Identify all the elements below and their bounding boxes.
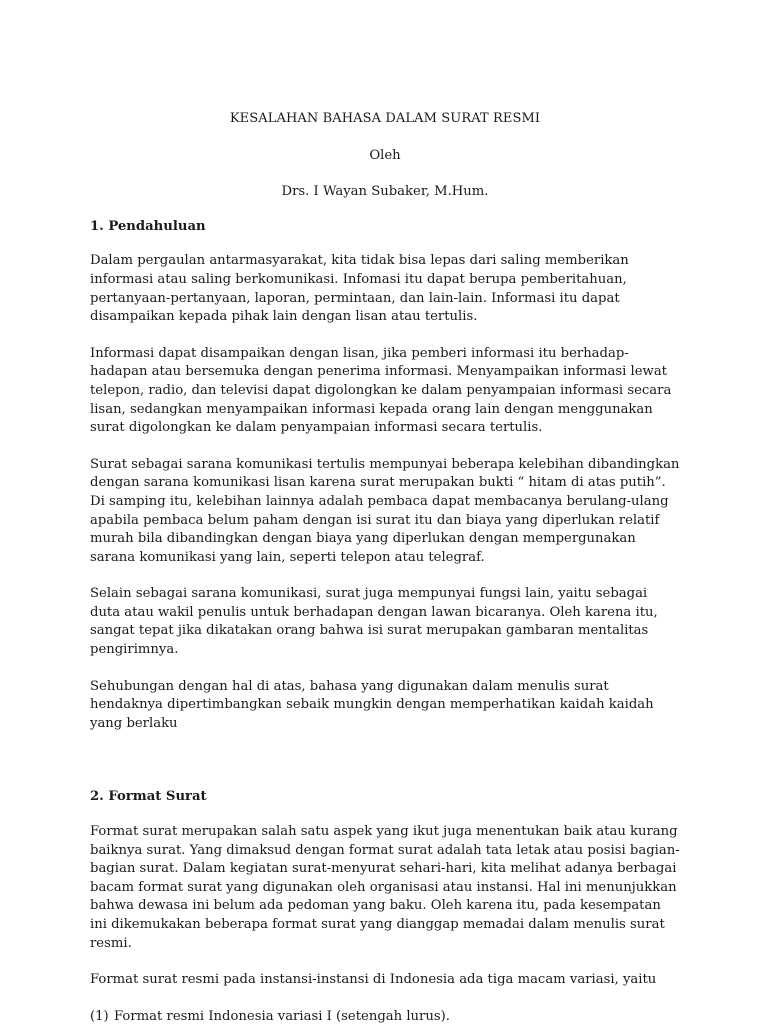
section-heading-pendahuluan: 1. Pendahuluan — [90, 218, 206, 234]
document-byline: Oleh — [369, 147, 401, 163]
list-item-number: (1) — [90, 1008, 109, 1024]
paragraph: Sehubungan dengan hal di atas, bahasa yang digunakan dalam menulis surat hendaknya dipertimbangkan sebaik mungkin dengan memperhatikan kaidah kaidah yang berlaku — [90, 678, 654, 731]
list-item — [90, 1008, 680, 1026]
paragraph: Selain sebagai sarana komunikasi, surat juga mempunyai fungsi lain, yaitu sebagai duta atau wakil penulis untuk berhadapan dengan lawan bicaranya. Oleh karena itu, sangat tepat jika dikatakan orang bahwa isi surat merupakan gambaran mentalitas pengirimnya. — [90, 586, 658, 658]
list-item-text: Format resmi Indonesia variasi I (setengah lurus). — [114, 1008, 450, 1024]
paragraph: Format surat merupakan salah satu aspek yang ikut juga menentukan baik atau kurang baiknya surat. Yang dimaksud dengan format surat adalah tata letak atau posisi bagian-bagian surat. Dalam kegiatan surat-menyurat sehari-hari, kita melihat adanya berbagai bacam format surat yang digunakan oleh organisasi atau instansi. Hal ini menunjukkan bahwa dewasa ini belum ada pedoman yang baku. Oleh karena itu, pada kesempatan ini dikemukakan beberapa format surat yang dianggap memadai dalam menulis surat resmi. — [90, 824, 680, 951]
document-author: Drs. I Wayan Subaker, M.Hum. — [281, 184, 489, 200]
section-heading-format-surat: 2. Format Surat — [90, 789, 207, 805]
format-variation-list — [90, 1008, 680, 1026]
section-spacer — [90, 751, 680, 788]
paragraph: Format surat resmi pada instansi-instansi di Indonesia ada tiga macam variasi, yaitu — [90, 972, 657, 988]
document-title: KESALAHAN BAHASA DALAM SURAT RESMI — [229, 111, 541, 126]
paragraph: Informasi dapat disampaikan dengan lisan, jika pemberi informasi itu berhadap-hadapan atau bersemuka dengan penerima informasi. Menyampaikan informasi lewat telepon, radio, dan televisi dapat digolongkan ke dalam penyampaian informasi secara lisan, sedangkan menyampaikan informasi kepada orang lain dengan menggunakan surat digolongkan ke dalam penyampaian informasi secara tertulis. — [90, 345, 672, 436]
paragraph: Dalam pergaulan antarmasyarakat, kita tidak bisa lepas dari saling memberikan informasi atau saling berkomunikasi. Infomasi itu dapat berupa pemberitahuan, pertanyaan-pertanyaan, laporan, permintaan, dan lain-lain. Informasi itu dapat disampaikan kepada pihak lain dengan lisan atau tertulis. — [90, 253, 629, 325]
paragraph: Surat sebagai sarana komunikasi tertulis mempunyai beberapa kelebihan dibandingkan dengan sarana komunikasi lisan karena surat merupakan bukti “ hitam di atas putih”. Di samping itu, kelebihan lainnya adalah pembaca dapat membacanya berulang-ulang apabila pembaca belum paham dengan isi surat itu dan biaya yang diperlukan relatif murah bila dibandingkan dengan biaya yang diperlukan dengan mempergunakan sarana komunikasi yang lain, seperti telepon atau telegraf. — [90, 456, 680, 565]
document-body — [90, 110, 680, 1026]
